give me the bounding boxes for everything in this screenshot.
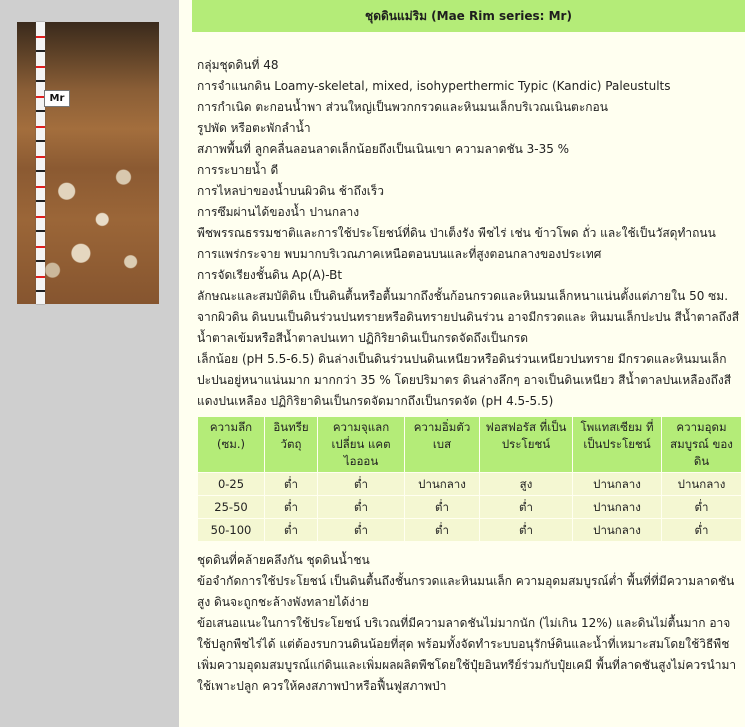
table-cell: ต่ำ: [480, 519, 573, 542]
table-row: [198, 496, 742, 519]
table-cell: ต่ำ: [318, 473, 405, 496]
table-cell: ต่ำ: [662, 496, 742, 519]
table-cell: ปานกลาง: [405, 473, 480, 496]
similar-series: ชุดดินที่คล้ายคลึงกัน ชุดดินน้ำชน: [197, 553, 370, 567]
header-base-saturation: ความอิ่มตัว เบส: [405, 417, 480, 473]
table-cell: ปานกลาง: [573, 519, 662, 542]
soil-profile-photo: [17, 22, 159, 304]
table-cell: ปานกลาง: [573, 496, 662, 519]
table-cell: ต่ำ: [265, 473, 318, 496]
table-row: [198, 473, 742, 496]
origin-cont: รูปพัด หรือตะพักลำน้ำ: [197, 121, 311, 135]
header-depth: ความลึก (ซม.): [198, 417, 265, 473]
page-title: ชุดดินแม่ริม (Mae Rim series: Mr): [365, 8, 572, 23]
table-row: [198, 519, 742, 542]
table-cell: ต่ำ: [318, 496, 405, 519]
header-fertility: ความอุดม สมบูรณ์ ของดิน: [662, 417, 742, 473]
horizon-sequence: การจัดเรียงชั้นดิน Ap(A)-Bt: [197, 268, 343, 282]
header-cec: ความจุแลก เปลี่ยน แคตไอออน: [318, 417, 405, 473]
table-cell: ต่ำ: [405, 496, 480, 519]
landform: สภาพพื้นที่ ลูกคลื่นลอนลาดเล็กน้อยถึงเป็นเนินเขา ความลาดชัน 3-35 %: [197, 142, 570, 156]
table-cell: ต่ำ: [318, 519, 405, 542]
distribution: การแพร่กระจาย พบมากบริเวณภาคเหนือตอนบนและที่สูงตอนกลางของประเทศ: [197, 247, 602, 261]
runoff: การไหลบ่าของน้ำบนผิวดิน ช้าถึงเร็ว: [197, 184, 385, 198]
classification: การจำแนกดิน Loamy-skeletal, mixed, isohyperthermic Typic (Kandic) Paleustults: [197, 79, 671, 93]
drainage: การระบายน้ำ ดี: [197, 163, 279, 177]
table-cell: ต่ำ: [265, 496, 318, 519]
page-title-bar: [192, 0, 745, 32]
soil-properties-cont: เล็กน้อย (pH 5.5-6.5) ดินล่างเป็นดินร่วนปนดินเหนียวหรือดินร่วนเหนียวปนทราย มีกรวดและหินมนเล็กปะปนอยู่หนาแน่นมาก มากกว่า 35 % โดยปริมาตร ดินล่างลึกๆ อาจเป็นดินเหนียว สีน้ำตาลปนเหลืองถึงสีแดงปนเหลือง ปฏิกิริยาดินเป็นกรดจัดมากถึงเป็นกรดจัด (pH 4.5-5.5): [197, 352, 732, 408]
table-cell: ปานกลาง: [662, 473, 742, 496]
left-sidebar: [0, 0, 179, 727]
header-organic-matter: อินทรีย วัตถุ: [265, 417, 318, 473]
table-cell: ปานกลาง: [573, 473, 662, 496]
measuring-tape: [36, 22, 45, 304]
table-header-row: [198, 417, 742, 473]
header-potassium: โพแทสเซียม ที่เป็นประโยชน์: [573, 417, 662, 473]
table-cell: 0-25: [198, 473, 265, 496]
table-cell: ต่ำ: [480, 496, 573, 519]
recommendations: ข้อเสนอแนะในการใช้ประโยชน์ บริเวณที่มีความลาดชันไม่มากนัก (ไม่เกิน 12%) และดินไม่ตื้นมาก อาจใช้ปลูกพืชไร่ได้ แต่ต้องรบกวนดินน้อยที่สุด พร้อมทั้งจัดทำระบบอนุรักษ์ดินและน้ำที่เหมาะสมโดยใช้วิธีพืช เพิ่มความอุดมสมบูรณ์แก่ดินและเพิ่มผลผลิตพืชโดยใช้ปุ๋ยอินทรีย์ร่วมกับปุ๋ยเคมี พื้นที่ลาดชันสูงไม่ควรนำมาใช้เพาะปลูก ควรให้คงสภาพป่าหรือฟื้นฟูสภาพป่า: [197, 616, 737, 693]
soil-properties: ลักษณะและสมบัติดิน เป็นดินตื้นหรือตื้นมากถึงชั้นก้อนกรวดและหินมนเล็กหนาแน่นตั้งแต่ภายใน 50 ซม. จากผิวดิน ดินบนเป็นดินร่วนปนทรายหรือดินทรายปนดินร่วน อาจมีกรวดและ หินมนเล็กปะปน สีน้ำตาลถึงสีน้ำตาลเข้มหรือสีน้ำตาลปนเทา ปฏิกิริยาดินเป็นกรดจัดถึงเป็นกรด: [197, 289, 740, 345]
permeability: การซึมผ่านได้ของน้ำ ปานกลาง: [197, 205, 360, 219]
vegetation-landuse: พืชพรรณธรรมชาติและการใช้ประโยชน์ที่ดิน ป่าเต็งรัง พืชไร่ เช่น ข้าวโพด ถั่ว และใช้เป็นวัสดุทำถนน: [197, 226, 716, 240]
table-cell: ต่ำ: [405, 519, 480, 542]
origin: การกำเนิด ตะกอนน้ำพา ส่วนใหญ่เป็นพวกกรวดและหินมนเล็กบริเวณเนินตะกอน: [197, 100, 608, 114]
table-cell: 50-100: [198, 519, 265, 542]
soil-group: กลุ่มชุดดินที่ 48: [197, 58, 279, 72]
table-cell: สูง: [480, 473, 573, 496]
table-cell: ต่ำ: [662, 519, 742, 542]
table-cell: ต่ำ: [265, 519, 318, 542]
land-use-limitations: ข้อจำกัดการใช้ประโยชน์ เป็นดินตื้นถึงชั้นกรวดและหินมนเล็ก ความอุดมสมบูรณ์ต่ำ พื้นที่ที่มีความลาดชันสูง ดินจะถูกชะล้างพังทลายได้ง่าย: [197, 574, 735, 609]
soil-code-label: Mr: [44, 90, 70, 107]
fertility-table: [197, 416, 742, 542]
soil-description: [197, 55, 743, 697]
header-phosphorus: ฟอสฟอรัส ที่เป็นประโยชน์: [480, 417, 573, 473]
table-cell: 25-50: [198, 496, 265, 519]
